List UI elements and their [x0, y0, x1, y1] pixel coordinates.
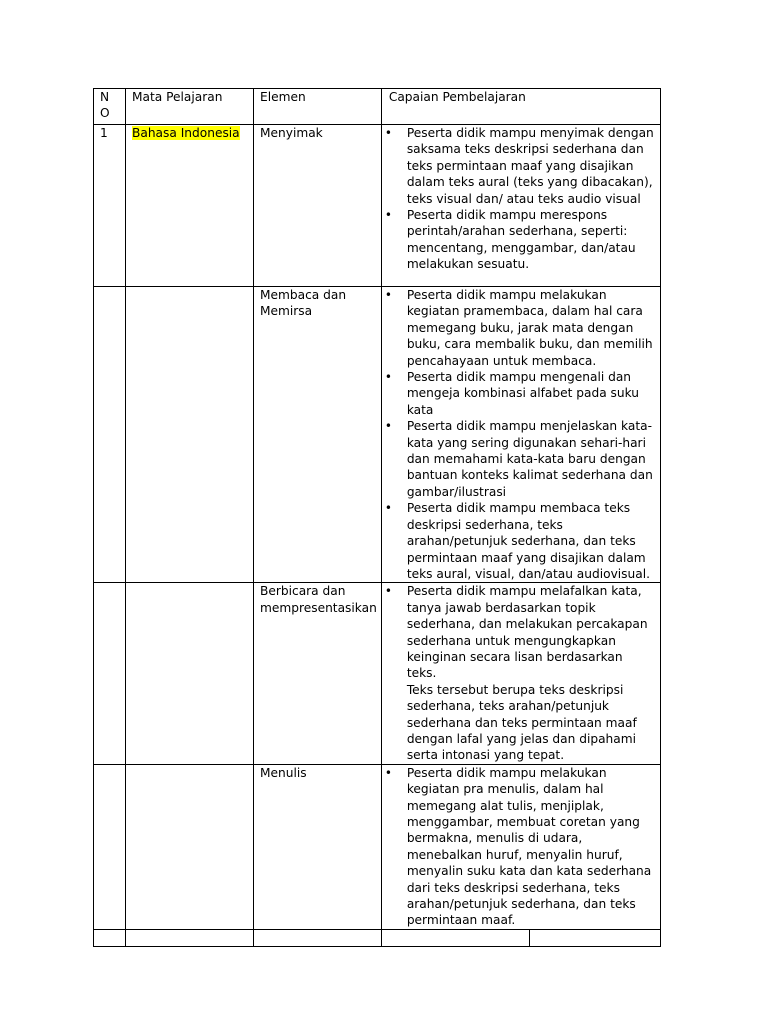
row-4-no-cell — [94, 764, 126, 929]
highlighted-subject: Bahasa Indonesia — [132, 126, 240, 140]
row-4-mata-pelajaran-cell — [126, 764, 254, 929]
row-1-no-cell — [94, 125, 126, 287]
row-4-elemen: Menulis — [260, 765, 307, 780]
row-4-capaian-cell — [381, 764, 660, 929]
list-item: • Peserta didik mampu melakukan kegiatan pramembaca, dalam hal cara memegang buku, jarak mata dengan buku, cara membalik buku, dan memilih pencahayaan untuk membaca. — [384, 288, 653, 368]
row-2-elemen-cell — [254, 287, 382, 583]
header-elemen-cell — [254, 89, 382, 125]
header-mata-pelajaran-cell — [126, 89, 254, 125]
row-4-elemen-cell — [254, 764, 382, 929]
bullet-icon: • — [384, 126, 392, 140]
bullet-icon: • — [384, 208, 392, 223]
row-1-elemen-cell — [254, 125, 382, 287]
empty-cell — [254, 929, 382, 946]
capaian-list — [382, 287, 660, 582]
list-item: • Peserta didik mampu membaca teks deskripsi sederhana, teks arahan/petunjuk sederhana, dan teks permintaan maaf yang disajikan dalam teks aural, visual, dan/atau audiovisual. — [384, 501, 650, 581]
empty-cell-left — [382, 930, 530, 946]
row-2-elemen: Membaca dan Memirsa — [260, 288, 347, 319]
table-row — [94, 125, 661, 287]
row-1-no: 1 — [100, 126, 108, 140]
empty-table-row — [94, 929, 661, 946]
capaian-list — [382, 125, 660, 273]
list-item: • Peserta didik mampu menjelaskan kata-kata yang sering digunakan sehari-hari dan memahami kata-kata baru dengan bantuan konteks kalimat sederhana dan gambar/ilustrasi — [384, 419, 653, 499]
table-header-row — [94, 89, 661, 125]
row-1-elemen: Menyimak — [260, 126, 323, 140]
list-item: • Peserta didik mampu mengenali dan mengeja kombinasi alfabet pada suku kata — [384, 370, 640, 417]
empty-cell-right — [530, 930, 660, 946]
row-2-no-cell — [94, 287, 126, 583]
empty-split-cell — [381, 929, 660, 946]
table-row — [94, 583, 661, 764]
table-row — [94, 287, 661, 583]
header-capaian-cell — [381, 89, 660, 125]
row-1-mata-pelajaran-cell — [126, 125, 254, 287]
empty-cell — [94, 929, 126, 946]
bullet-icon: • — [384, 765, 392, 780]
list-item: • Peserta didik mampu melakukan kegiatan pra menulis, dalam hal memegang alat tulis, menjiplak, menggambar, membuat coretan yang bermakna, menulis di udara, menebalkan huruf, menyalin huruf, menyalin suku kata dan kata sederhana dari teks deskripsi sederhana, teks arahan/petunjuk sederhana, dan teks permintaan maaf. — [384, 765, 652, 928]
capaian-list — [382, 765, 660, 929]
header-mata-pelajaran: Mata Pelajaran — [132, 90, 223, 104]
header-no: N O — [100, 90, 110, 121]
bullet-icon: • — [384, 370, 392, 385]
empty-cell — [126, 929, 254, 946]
row-3-elemen-cell — [254, 583, 382, 764]
list-item: • Peserta didik mampu melafalkan kata, tanya jawab berdasarkan topik sederhana, dan melakukan percakapan sederhana untuk mengungkapkan keinginan secara lisan berdasarkan teks. Teks tersebut berupa teks deskripsi sederhana, teks arahan/petunjuk sederhana dan teks permintaan maaf dengan lafal yang jelas dan dipahami serta intonasi yang tepat. — [382, 583, 660, 763]
list-item: • Peserta didik mampu menyimak dengan saksama teks deskripsi sederhana dan teks permintaan maaf yang disajikan dalam teks aural (teks yang dibacakan), teks visual dan/ atau teks audio visual — [384, 126, 654, 206]
row-2-capaian-cell — [381, 287, 660, 583]
curriculum-table — [93, 88, 661, 947]
header-elemen: Elemen — [260, 90, 306, 104]
row-2-mata-pelajaran-cell — [126, 287, 254, 583]
table-row — [94, 764, 661, 929]
row-3-elemen: Berbicara dan mempresentasikan — [260, 584, 377, 615]
bullet-icon: • — [384, 501, 392, 516]
capaian-continuation: Teks tersebut berupa teks deskripsi sederhana, teks arahan/petunjuk sederhana dan teks permintaan maaf dengan lafal yang jelas dan dipahami serta intonasi yang tepat. — [406, 682, 637, 763]
row-3-capaian-cell — [381, 583, 660, 764]
header-capaian: Capaian Pembelajaran — [388, 90, 526, 104]
header-no-cell — [94, 89, 126, 125]
split-cell-divider — [382, 930, 660, 946]
bullet-icon: • — [384, 419, 392, 434]
bullet-icon: • — [384, 288, 392, 302]
row-1-mata-pelajaran — [126, 125, 253, 141]
row-1-capaian-cell — [381, 125, 660, 287]
capaian-list — [382, 583, 660, 763]
row-3-no-cell — [94, 583, 126, 764]
bullet-icon: • — [384, 584, 392, 599]
row-3-mata-pelajaran-cell — [126, 583, 254, 764]
list-item: • Peserta didik mampu merespons perintah/arahan sederhana, seperti: mencentang, menggambar, dan/atau melakukan sesuatu. — [384, 208, 636, 272]
